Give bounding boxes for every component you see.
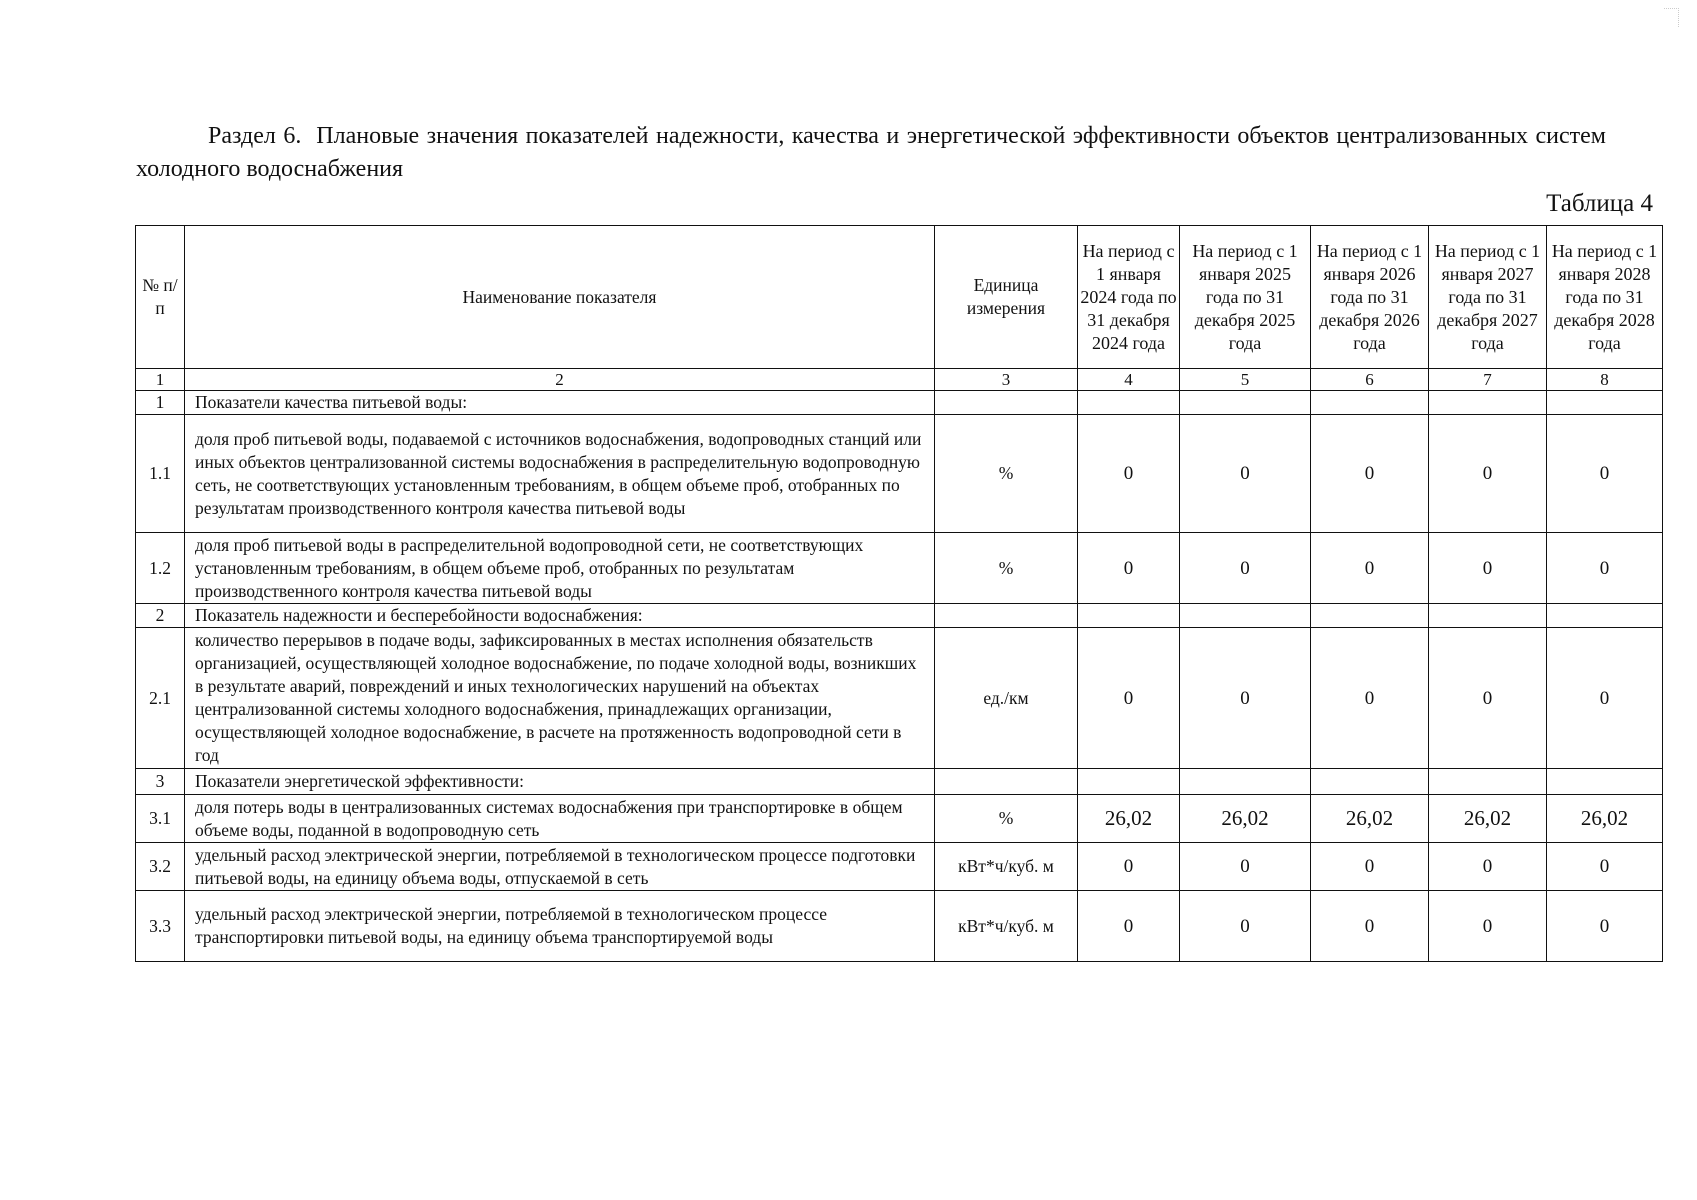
indicator-name: доля проб питьевой воды, подаваемой с источников водоснабжения, водопроводных станций или иных объектов централизованной системы водоснабжения в распределительную водопроводную сеть, не соответствующих установленным требованиям, в общем объеме проб, отобранных по результатам производственного контроля качества питьевой воды <box>185 415 935 533</box>
value-2026: 0 <box>1311 533 1429 604</box>
indicator-unit: кВт*ч/куб. м <box>935 843 1078 891</box>
column-number: 8 <box>1547 369 1663 391</box>
value-2028: 0 <box>1547 415 1663 533</box>
value-2026: 26,02 <box>1311 795 1429 843</box>
indicator-unit: ед./км <box>935 628 1078 769</box>
value-2025 <box>1180 604 1311 628</box>
value-2027 <box>1429 391 1547 415</box>
value-2027: 0 <box>1429 843 1547 891</box>
value-2025 <box>1180 769 1311 795</box>
scan-corner-mark <box>1664 8 1679 27</box>
row-number: 1.1 <box>136 415 185 533</box>
header-unit: Единица измерения <box>935 226 1078 369</box>
row-number: 3.3 <box>136 891 185 962</box>
column-number: 5 <box>1180 369 1311 391</box>
value-2027: 0 <box>1429 628 1547 769</box>
value-2025 <box>1180 391 1311 415</box>
table-row-3-3 <box>136 891 1663 962</box>
row-number: 3.2 <box>136 843 185 891</box>
header-period-2027: На период с 1 января 2027 года по 31 декабря 2027 года <box>1429 226 1547 369</box>
header-period-2025: На период с 1 января 2025 года по 31 декабря 2025 года <box>1180 226 1311 369</box>
value-2026: 0 <box>1311 628 1429 769</box>
row-number: 3.1 <box>136 795 185 843</box>
row-number: 3 <box>136 769 185 795</box>
column-number-row <box>136 369 1663 391</box>
value-2027: 26,02 <box>1429 795 1547 843</box>
indicator-unit: кВт*ч/куб. м <box>935 891 1078 962</box>
table-row-3-2 <box>136 843 1663 891</box>
table-row-3-1 <box>136 795 1663 843</box>
table-row-1-1 <box>136 415 1663 533</box>
row-number: 2 <box>136 604 185 628</box>
value-2028: 26,02 <box>1547 795 1663 843</box>
value-2027: 0 <box>1429 415 1547 533</box>
value-2028 <box>1547 604 1663 628</box>
value-2025: 0 <box>1180 533 1311 604</box>
value-2027: 0 <box>1429 533 1547 604</box>
value-2026 <box>1311 604 1429 628</box>
header-row <box>136 226 1663 369</box>
value-2024: 26,02 <box>1078 795 1180 843</box>
value-2024: 0 <box>1078 843 1180 891</box>
value-2025: 0 <box>1180 843 1311 891</box>
table-row-1-2 <box>136 533 1663 604</box>
row-number: 2.1 <box>136 628 185 769</box>
table-row-group-2 <box>136 604 1663 628</box>
header-name: Наименование показателя <box>185 226 935 369</box>
value-2028: 0 <box>1547 843 1663 891</box>
indicator-unit: % <box>935 415 1078 533</box>
value-2026: 0 <box>1311 415 1429 533</box>
header-period-2024: На период с 1 января 2024 года по 31 декабря 2024 года <box>1078 226 1180 369</box>
value-2024 <box>1078 604 1180 628</box>
table-row-group-3 <box>136 769 1663 795</box>
column-number: 2 <box>185 369 935 391</box>
indicator-name: Показатели качества питьевой воды: <box>185 391 935 415</box>
value-2028: 0 <box>1547 891 1663 962</box>
row-number: 1.2 <box>136 533 185 604</box>
indicator-unit <box>935 769 1078 795</box>
indicator-name: Показатель надежности и бесперебойности водоснабжения: <box>185 604 935 628</box>
value-2028 <box>1547 391 1663 415</box>
indicator-unit <box>935 391 1078 415</box>
value-2025: 26,02 <box>1180 795 1311 843</box>
value-2028: 0 <box>1547 533 1663 604</box>
value-2024 <box>1078 391 1180 415</box>
table-row-group-1 <box>136 391 1663 415</box>
column-number: 1 <box>136 369 185 391</box>
value-2024: 0 <box>1078 415 1180 533</box>
value-2027 <box>1429 604 1547 628</box>
value-2024: 0 <box>1078 891 1180 962</box>
indicator-name: количество перерывов в подаче воды, зафиксированных в местах исполнения обязательств организацией, осуществляющей холодное водоснабжение, по подаче холодной воды, возникших в результате аварий, повреждений и иных технологических нарушений на объектах централизованной системы холодного водоснабжения, принадлежащих организации, осуществляющей холодное водоснабжение, в расчете на протяженность водопроводной сети в год <box>185 628 935 769</box>
table-row-2-1 <box>136 628 1663 769</box>
indicator-name: Показатели энергетической эффективности: <box>185 769 935 795</box>
value-2026 <box>1311 769 1429 795</box>
value-2026 <box>1311 391 1429 415</box>
column-number: 6 <box>1311 369 1429 391</box>
indicator-unit: % <box>935 533 1078 604</box>
indicator-name: доля потерь воды в централизованных системах водоснабжения при транспортировке в общем объеме воды, поданной в водопроводную сеть <box>185 795 935 843</box>
header-period-2026: На период с 1 января 2026 года по 31 декабря 2026 года <box>1311 226 1429 369</box>
value-2024: 0 <box>1078 628 1180 769</box>
section-heading <box>136 120 1606 186</box>
value-2028 <box>1547 769 1663 795</box>
value-2026: 0 <box>1311 843 1429 891</box>
indicator-name: удельный расход электрической энергии, потребляемой в технологическом процессе подготовки питьевой воды, на единицу объема воды, отпускаемой в сеть <box>185 843 935 891</box>
indicators-table <box>135 225 1663 962</box>
section-title: Плановые значения показателей надежности, качества и энергетической эффективности объектов централизованных систем холодного водоснабжения <box>136 123 1606 182</box>
value-2024 <box>1078 769 1180 795</box>
value-2024: 0 <box>1078 533 1180 604</box>
column-number: 7 <box>1429 369 1547 391</box>
column-number: 4 <box>1078 369 1180 391</box>
indicator-unit <box>935 604 1078 628</box>
indicator-unit: % <box>935 795 1078 843</box>
value-2026: 0 <box>1311 891 1429 962</box>
value-2027 <box>1429 769 1547 795</box>
table-label: Таблица 4 <box>1546 190 1653 217</box>
indicator-name: удельный расход электрической энергии, потребляемой в технологическом процессе транспортировки питьевой воды, на единицу объема транспортируемой воды <box>185 891 935 962</box>
value-2028: 0 <box>1547 628 1663 769</box>
value-2027: 0 <box>1429 891 1547 962</box>
header-num: № п/ п <box>136 226 185 369</box>
column-number: 3 <box>935 369 1078 391</box>
value-2025: 0 <box>1180 891 1311 962</box>
value-2025: 0 <box>1180 628 1311 769</box>
indicator-name: доля проб питьевой воды в распределительной водопроводной сети, не соответствующих установленным требованиям, в общем объеме проб, отобранных по результатам производственного контроля качества питьевой воды <box>185 533 935 604</box>
value-2025: 0 <box>1180 415 1311 533</box>
section-label: Раздел 6. <box>208 123 302 149</box>
row-number: 1 <box>136 391 185 415</box>
header-period-2028: На период с 1 января 2028 года по 31 декабря 2028 года <box>1547 226 1663 369</box>
